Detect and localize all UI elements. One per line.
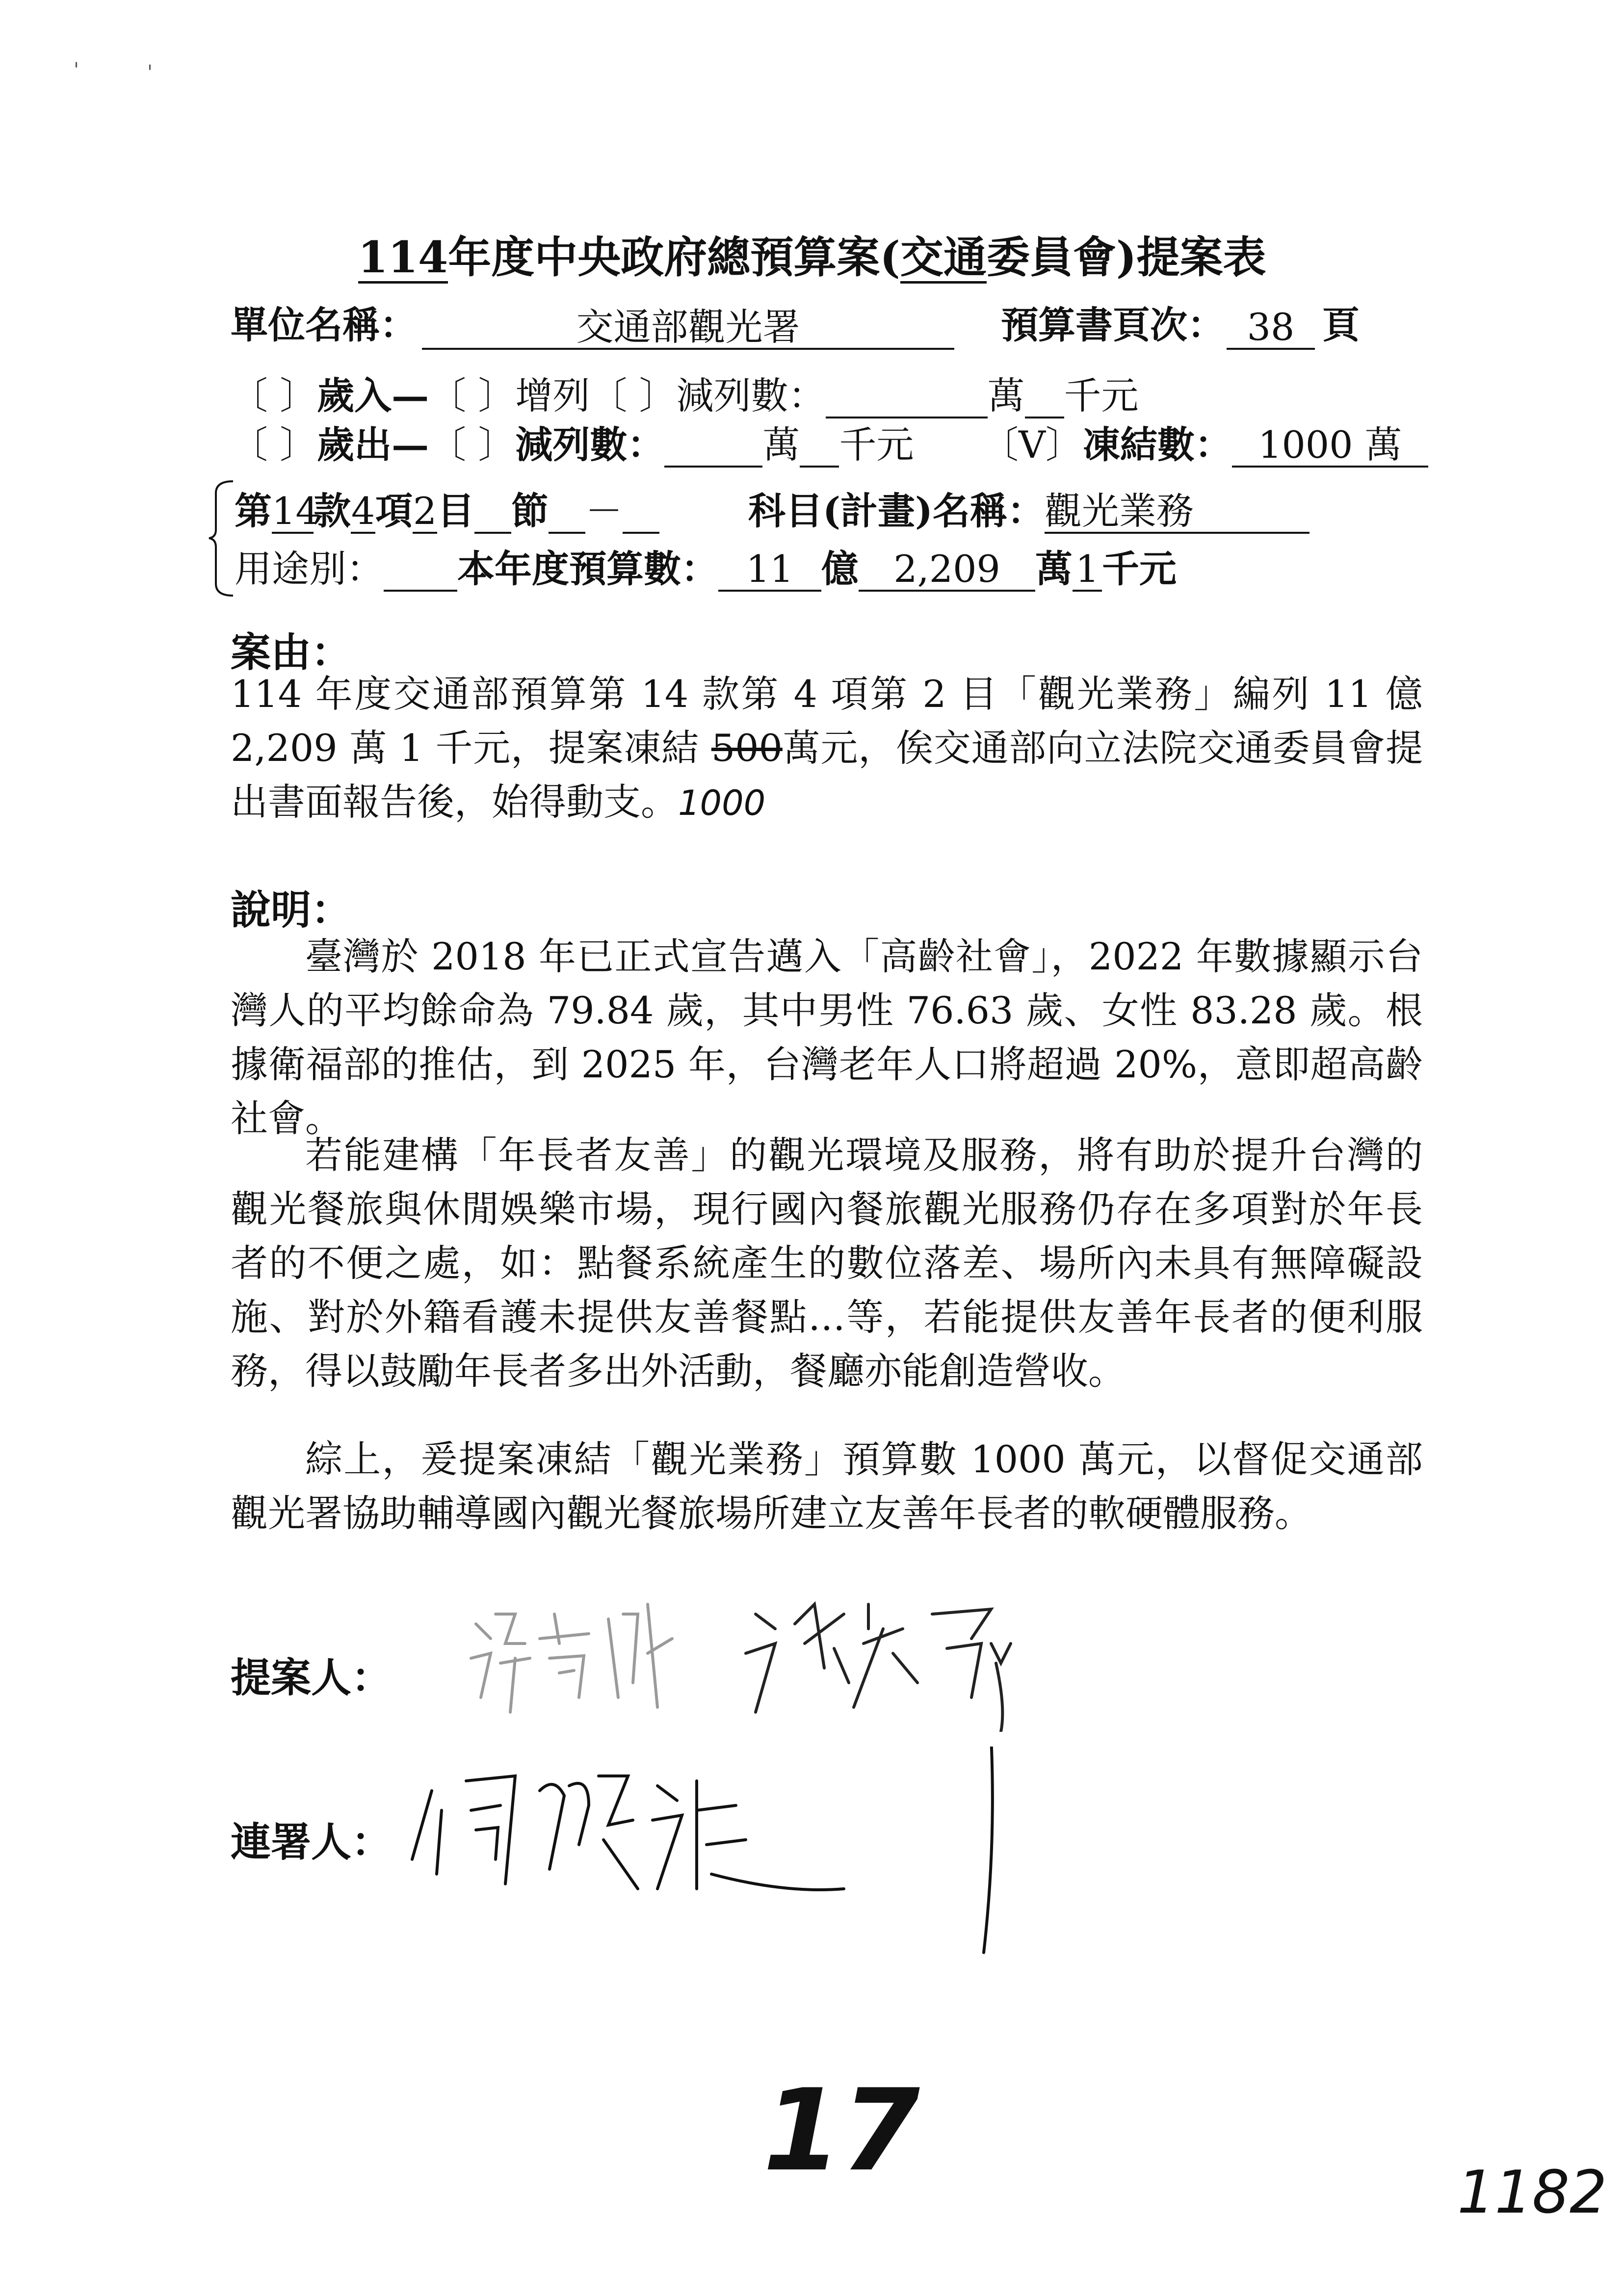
cosigner-signature (402, 1747, 1040, 1957)
account-blank-a (549, 491, 585, 534)
revenue-increase-checkbox: 〔 〕 (429, 374, 516, 417)
expenditure-label: 歲出— (317, 423, 429, 467)
usage-label: 用途別： (235, 547, 384, 591)
budget-qian: 千元 (1102, 547, 1177, 591)
account-mu: 目 (437, 489, 474, 533)
left-bracket (206, 478, 236, 599)
reason-struck-amount: 500 (711, 726, 783, 770)
unit-label: 單位名稱： (231, 303, 417, 347)
revenue-decrease-label: 減列數： (676, 374, 826, 417)
reason-heading: 案由： (231, 629, 352, 676)
budget-label: 本年度預算數： (457, 547, 718, 591)
title-year: 114 (358, 232, 448, 283)
freeze-group (981, 424, 1428, 468)
account-di: 第 (235, 489, 272, 533)
account-xiang: 項 (375, 489, 413, 533)
account-jie: 節 (511, 489, 549, 533)
page-suffix: 頁 (1322, 303, 1360, 347)
unit-value: 交通部觀光署 (422, 307, 954, 350)
expenditure-row (231, 424, 914, 468)
page-title (0, 223, 1624, 285)
revenue-checkbox: 〔 〕 (231, 374, 317, 417)
explanation-paragraph: 綜上，爰提案凍結「觀光業務」預算數 1000 萬元，以督促交通部觀光署協助輔導國內觀光餐旅場所建立友善年長者的軟硬體服務。 (231, 1437, 1423, 1535)
revenue-wan: 萬 (987, 374, 1025, 417)
revenue-label: 歲入— (317, 374, 429, 417)
proposer-signature (461, 1585, 1050, 1732)
title-text-after: 委員會)提案表 (986, 232, 1266, 283)
explanation-paragraph: 臺灣於 2018 年已正式宣告邁入「高齡社會」，2022 年數據顯示台灣人的平均餘命為 79.84 歲，其中男性 76.63 歲、女性 83.28 歲。根據衛福部的推估，到 2025 年，台灣老年人口將超過 20%，意即超高齡社會。 (231, 935, 1423, 1140)
account-dash: － (585, 489, 623, 533)
scan-mark: ' (74, 59, 79, 81)
account-blank-b (623, 491, 659, 534)
revenue-qian-blank (1025, 375, 1064, 418)
budget-yi: 億 (821, 547, 859, 591)
budget-wan-num: 2,209 (859, 548, 1035, 592)
reason-text (231, 667, 1423, 830)
revenue-increase-label: 增列 (515, 374, 590, 417)
reason-text-1: 114 年度交通部預算第 14 款第 4 項第 2 目「觀光業務」編列 11 億 2,209 萬 1 千元，提案凍結 (231, 672, 1423, 770)
expenditure-wan: 萬 (762, 423, 800, 467)
revenue-qian: 千元 (1064, 374, 1139, 417)
cosigner-label: 連署人： (231, 1819, 392, 1866)
usage-blank (384, 548, 457, 592)
corner-number: 1182 (1457, 2159, 1607, 2227)
scan-mark: ' (147, 61, 153, 84)
revenue-wan-blank (826, 375, 988, 418)
expenditure-decrease-label: 減列數： (515, 423, 665, 467)
budget-wan: 萬 (1035, 547, 1073, 591)
usage-row (235, 548, 1177, 592)
expenditure-checkbox: 〔 〕 (231, 423, 317, 467)
explanation-paragraph: 若能建構「年長者友善」的觀光環境及服務，將有助於提升台灣的觀光餐旅與休閒娛樂市場，現行國內餐旅觀光服務仍存在多項對於年長者的不便之處，如：點餐系統產生的數位落差、場所內未具有無障礙設施、對於外籍看護未提供友善餐點…等，若能提供友善年長者的便利服務，得以鼓勵年長者多出外活動，餐廳亦能創造營收。 (231, 1133, 1423, 1393)
expenditure-decrease-checkbox: 〔 〕 (429, 423, 516, 467)
explanation-heading: 說明： (231, 887, 352, 934)
budget-yi-num: 11 (718, 548, 821, 592)
revenue-decrease-checkbox: 〔 〕 (590, 374, 677, 417)
revenue-row (231, 375, 1139, 418)
account-jie-blank (474, 491, 511, 534)
account-row (235, 491, 659, 534)
subject-value: 觀光業務 (1045, 491, 1310, 534)
title-committee: 交通 (900, 232, 987, 283)
freeze-label: 凍結數： (1082, 423, 1232, 467)
expenditure-wan-blank (664, 424, 762, 468)
freeze-value: 1000 萬 (1232, 424, 1428, 468)
subject-group (748, 491, 1310, 534)
subject-label: 科目(計畫)名稱： (748, 489, 1045, 533)
expenditure-qian: 千元 (839, 423, 914, 467)
page-number: 17 (763, 2065, 920, 2196)
account-xiang-num: 4 (351, 489, 375, 533)
account-kuan: 款 (314, 489, 351, 533)
reason-text-2: 萬元，俟交通部向立法院交通委員會提出書面報告後，始得動支。 (231, 726, 1423, 824)
budget-qian-num: 1 (1073, 548, 1102, 592)
title-text-before: 年度中央政府總預算案( (448, 232, 900, 283)
page-label: 預算書頁次： (1001, 303, 1225, 347)
proposer-label: 提案人： (231, 1654, 392, 1701)
freeze-checkbox: 〔V〕 (981, 423, 1083, 467)
account-kuan-num: 14 (272, 489, 319, 533)
reason-handwritten-amount: 1000 (678, 783, 766, 823)
page-value: 38 (1227, 307, 1315, 350)
account-mu-num: 2 (413, 489, 437, 533)
expenditure-qian-blank (800, 424, 839, 468)
